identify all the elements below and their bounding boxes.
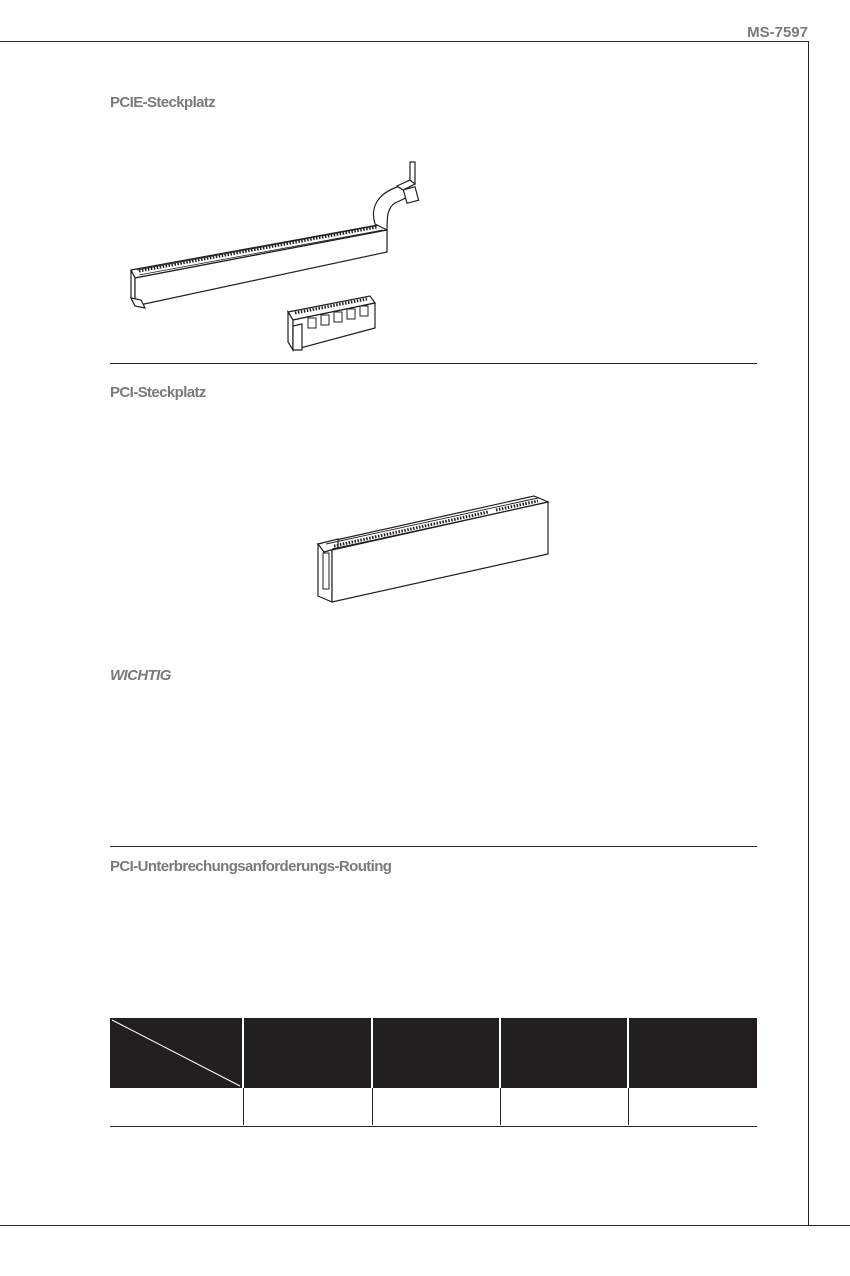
table-cell — [110, 1088, 244, 1125]
bottom-rule — [0, 1225, 850, 1226]
table-cell — [501, 1088, 629, 1125]
pcie-slot-illustration — [125, 158, 445, 358]
top-rule — [0, 41, 809, 42]
table-cell — [244, 1088, 373, 1125]
diagonal-divider — [110, 1018, 242, 1088]
table-corner-cell — [110, 1018, 242, 1088]
table-cell — [373, 1088, 501, 1125]
table-header-cell — [373, 1018, 499, 1088]
irq-routing-table — [110, 1018, 757, 1126]
model-number: MS-7597 — [747, 24, 808, 41]
section-rule — [110, 363, 757, 364]
pci-slot-illustration — [310, 488, 555, 608]
important-heading: WICHTIG — [110, 667, 171, 684]
table-header-cell — [501, 1018, 627, 1088]
table-header-cell — [629, 1018, 757, 1088]
table-header-cell — [244, 1018, 371, 1088]
section-rule — [110, 846, 757, 847]
table-cell — [629, 1088, 757, 1125]
table-row — [110, 1088, 757, 1127]
right-rule — [808, 41, 809, 1226]
pci-heading: PCI-Steckplatz — [110, 384, 206, 401]
irq-routing-heading: PCI-Unterbrechungsanforderungs-Routing — [110, 858, 392, 875]
pcie-heading: PCIE-Steckplatz — [110, 94, 216, 111]
table-header-row — [110, 1018, 757, 1088]
